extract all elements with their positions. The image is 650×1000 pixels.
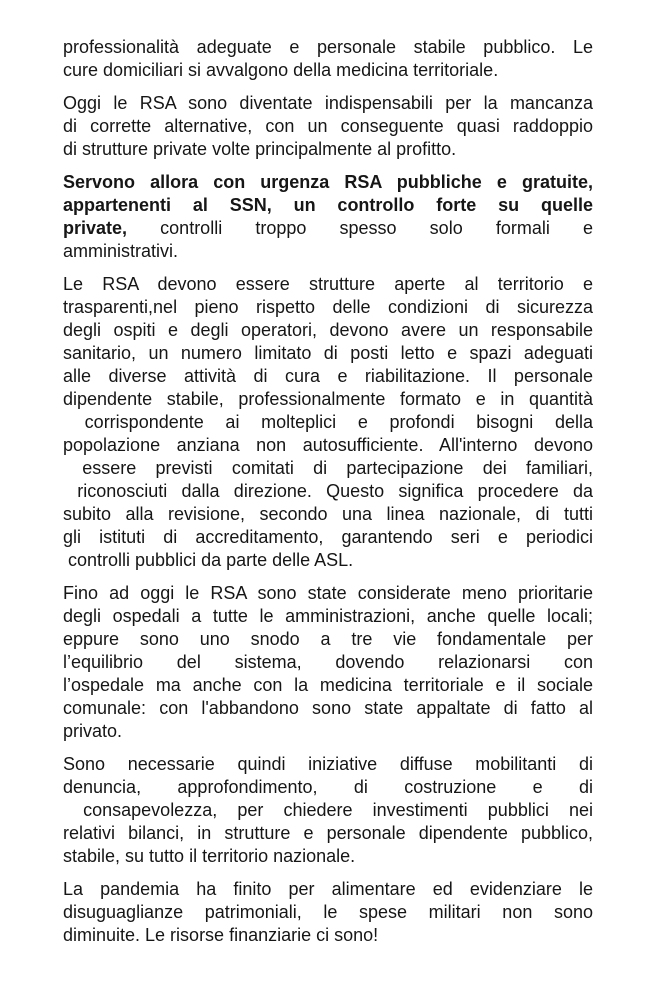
paragraph (63, 36, 593, 82)
text-line-mixed (63, 217, 593, 240)
text-line: subito alla revisione, secondo una linea nazionale, di tutti (63, 504, 593, 524)
text-line: trasparenti,nel pieno rispetto delle condizioni di sicurezza (63, 297, 593, 317)
text-line: l’ospedale ma anche con la medicina territoriale e il sociale (63, 675, 593, 695)
text-line: gli istituti di accreditamento, garantendo seri e periodici (63, 527, 593, 547)
paragraph (63, 753, 593, 868)
text-line: sanitario, un numero limitato di posti letto e spazi adeguati (63, 343, 593, 363)
paragraph (63, 92, 593, 161)
text-line: Sono necessarie quindi iniziative diffuse mobilitanti di (63, 754, 593, 774)
paragraph (63, 582, 593, 743)
text-line: comunale: con l'abbandono sono state appaltate di fatto al (63, 698, 593, 718)
document-page (63, 36, 593, 947)
paragraph-bold-lead (63, 171, 593, 263)
text-line: alle diverse attività di cura e riabilitazione. Il personale (63, 366, 593, 386)
regular-run: controlli troppo spesso solo formali e (127, 218, 593, 238)
text-line: consapevolezza, per chiedere investimenti pubblici nei (63, 800, 593, 820)
text-line: corrispondente ai molteplici e profondi bisogni della (63, 412, 593, 432)
text-line: stabile, su tutto il territorio nazionale. (63, 846, 356, 866)
text-line: amministrativi. (63, 241, 179, 261)
text-line: professionalità adeguate e personale stabile pubblico. Le (63, 37, 593, 57)
bold-run: private, (63, 218, 128, 238)
text-line: essere previsti comitati di partecipazione dei familiari, (63, 458, 593, 478)
text-line: di corrette alternative, con un conseguente quasi raddoppio (63, 116, 593, 136)
text-line: privato. (63, 721, 123, 741)
text-line: degli ospiti e degli operatori, devono avere un responsabile (63, 320, 593, 340)
text-line: dipendente stabile, professionalmente formato e in quantità (63, 389, 593, 409)
text-line: controlli pubblici da parte delle ASL. (63, 550, 354, 570)
text-line: Fino ad oggi le RSA sono state considerate meno prioritarie (63, 583, 593, 603)
paragraph (63, 878, 593, 947)
text-line: disuguaglianze patrimoniali, le spese militari non sono (63, 902, 593, 922)
text-line: popolazione anziana non autosufficiente. All'interno devono (63, 435, 593, 455)
text-line: Oggi le RSA sono diventate indispensabili per la mancanza (63, 93, 593, 113)
text-line: La pandemia ha finito per alimentare ed evidenziare le (63, 879, 593, 899)
text-line: riconosciuti dalla direzione. Questo significa procedere da (63, 481, 593, 501)
paragraph (63, 273, 593, 572)
text-line: l’equilibrio del sistema, dovendo relazionarsi con (63, 652, 593, 672)
text-line: cure domiciliari si avvalgono della medicina territoriale. (63, 60, 499, 80)
text-line: degli ospedali a tutte le amministrazioni, anche quelle locali; (63, 606, 593, 626)
text-line: di strutture private volte principalmente al profitto. (63, 139, 457, 159)
text-line: eppure sono uno snodo a tre vie fondamentale per (63, 629, 593, 649)
text-line: relativi bilanci, in strutture e personale dipendente pubblico, (63, 823, 593, 843)
text-line: diminuite. Le risorse finanziarie ci sono! (63, 925, 379, 945)
text-line: denuncia, approfondimento, di costruzione e di (63, 777, 593, 797)
text-line-bold: Servono allora con urgenza RSA pubbliche e gratuite, (63, 172, 593, 192)
text-line-bold: appartenenti al SSN, un controllo forte su quelle (63, 195, 593, 215)
text-line: Le RSA devono essere strutture aperte al territorio e (63, 274, 593, 294)
